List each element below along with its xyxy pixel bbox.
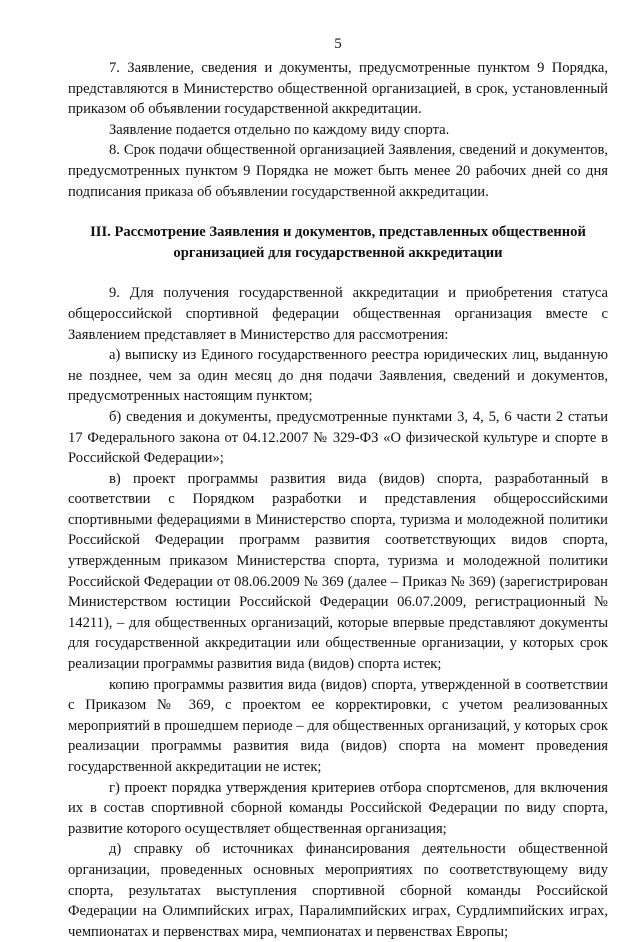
paragraph-9d: д) справку об источниках финансирования деятельности общественной организации, проведенных основных мероприятиях по соответствующему виду спорта, результатах выступления спортивной сборной команды Российской Федерации на Олимпийских играх, Паралимпийских играх, Сурдлимпийских играх, чемпионатах и первенствах мира, чемпионатах и первенствах Европы;: [68, 841, 608, 940]
page-number: 5: [334, 36, 342, 52]
paragraph-9v-copy: копию программы развития вида (видов) спорта, утвержденной в соответствии с Приказом № 369, с проектом ее корректировки, с учетом реализованных мероприятий в прошедшем периоде – для общественных организаций, у которых срок реализации программы развития вида (видов) спорта на момент проведения государственной аккредитации не истек;: [68, 676, 608, 775]
paragraph-8: 8. Срок подачи общественной организацией Заявления, сведений и документов, предусмотренных пунктом 9 Порядка не может быть менее 20 рабочих дней со дня подписания приказа об объявлении государственной аккредитации.: [68, 142, 608, 200]
section-heading: III. Рассмотрение Заявления и документов, представленных общественной организацией для государственной аккредитации: [90, 224, 586, 261]
paragraph-7: 7. Заявление, сведения и документы, предусмотренные пунктом 9 Порядка, представляются в Министерство общественной организацией, в срок, установленный приказом об объявлении государственной аккредитации.: [68, 60, 608, 118]
paragraph-9g: г) проект порядка утверждения критериев отбора спортсменов, для включения их в состав спортивной сборной команды Российской Федерации по виду спорта, развитие которого осуществляет общественная организация;: [68, 779, 608, 837]
paragraph-9v: в) проект программы развития вида (видов) спорта, разработанный в соответствии с Порядком разработки и представления общероссийскими спортивными федерациями в Министерство спорта, туризма и молодежной политики Российской Федерации программ развития соответствующих видов спорта, утвержденным приказом Министерства спорта, туризма и молодежной политики Российской Федерации от 08.06.2009 № 369 (далее – Приказ № 369) (зарегистрирован Министерством юстиции Российской Федерации 06.07.2009, регистрационный № 14211), – для общественных организаций, которые впервые представляют документы для государственной аккредитации или общественные организации, у которых срок реализации программы развития вида (видов) спорта истек;: [68, 470, 608, 673]
paragraph-9b: б) сведения и документы, предусмотренные пунктами 3, 4, 5, 6 части 2 статьи 17 Федерального закона от 04.12.2007 № 329-ФЗ «О физической культуре и спорте в Российской Федерации»;: [68, 408, 608, 467]
paragraph-7-note: Заявление подается отдельно по каждому виду спорта.: [109, 121, 450, 138]
paragraph-9: 9. Для получения государственной аккредитации и приобретения статуса общероссийской спортивной федерации общественная организация вместе с Заявлением представляет в Министерство для рассмотрения:: [68, 285, 608, 343]
paragraph-9a: а) выписку из Единого государственного реестра юридических лиц, выданную не позднее, чем за один месяц до дня подачи Заявления, сведений и документов, предусмотренных настоящим пунктом;: [68, 347, 608, 405]
